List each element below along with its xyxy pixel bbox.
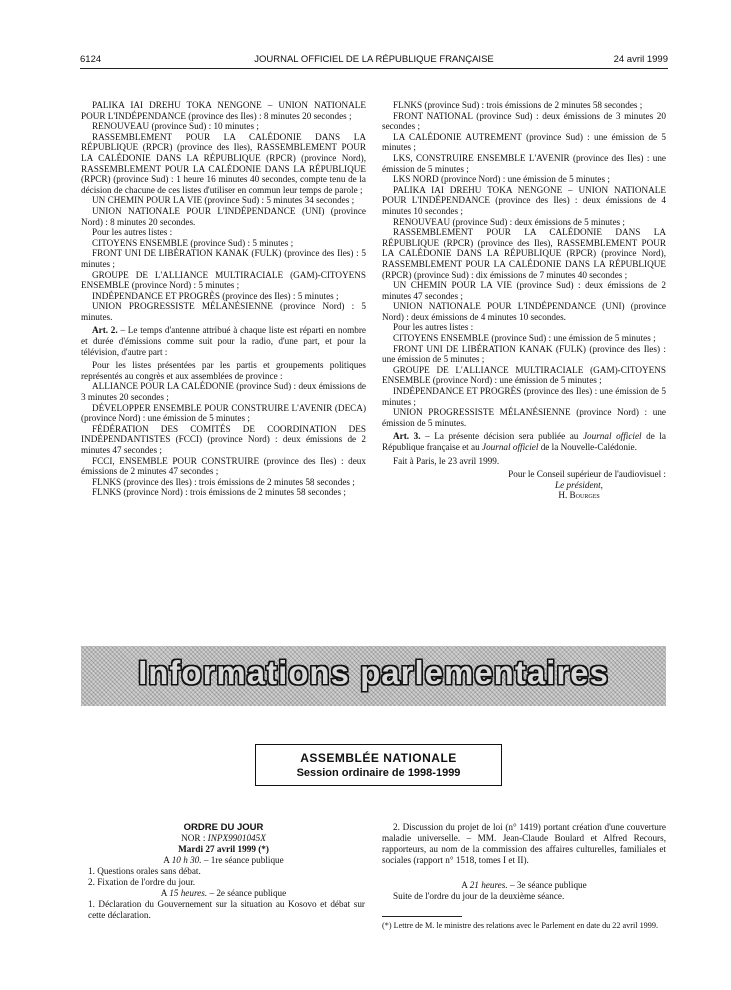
paragraph: FRONT UNI DE LIBÉRATION KANAK (FULK) (province des Iles) : 5 minutes ;	[81, 248, 366, 269]
agenda-left	[82, 822, 365, 921]
paragraph: Pour les autres listes :	[393, 322, 474, 333]
signatory-role: Le président,	[555, 479, 603, 490]
article-3-label: Art. 3.	[393, 431, 421, 442]
paragraph: RENOUVEAU (province Sud) : deux émissions de 5 minutes ;	[393, 216, 625, 227]
paragraph: PALIKA IAI DREHU TOKA NENGONE – UNION NATIONALE POUR L'INDÉPENDANCE (province des Iles) : 8 minutes 20 secondes ;	[81, 100, 366, 121]
agenda-item: Suite de l'ordre du jour de la deuxième séance.	[393, 891, 565, 901]
agenda-item: 1. Déclaration du Gouvernement sur la situation au Kosovo et débat sur cette déclaration.	[88, 899, 365, 920]
article-2-label: Art. 2.	[92, 325, 118, 336]
banner-title: Informations parlementaires	[138, 654, 609, 691]
journal-title: JOURNAL OFFICIEL DE LA RÉPUBLIQUE FRANÇAISE	[254, 54, 494, 65]
footnote: (*) Lettre de M. le ministre des relations avec le Parlement en date du 22 avril 1999.	[382, 921, 659, 930]
paragraph: UNION PROGRESSISTE MÉLANÉSIENNE (province Nord) : 5 minutes.	[81, 301, 366, 322]
paragraph: UNION NATIONALE POUR L'INDÉPENDANCE (UNI) (province Nord) : 8 minutes 20 secondes.	[81, 205, 366, 227]
agenda-date: Mardi 27 avril 1999 (*)	[178, 844, 269, 854]
paragraph: UNION NATIONALE POUR L'INDÉPENDANCE (UNI) (province Nord) : deux émissions de 4 minutes 10 secondes.	[382, 301, 666, 322]
session-1-heading: A 10 h 30. – 1re séance publique	[163, 855, 284, 865]
paragraph: CITOYENS ENSEMBLE (province Sud) : 5 minutes ;	[92, 237, 294, 248]
session-3-heading: A 21 heures. – 3e séance publique	[461, 880, 587, 890]
paragraph: GROUPE DE L'ALLIANCE MULTIRACIALE (GAM)-CITOYENS ENSEMBLE (province Nord) : 5 minutes ;	[81, 269, 366, 291]
paragraph: RENOUVEAU (province Sud) : 10 minutes ;	[92, 121, 259, 132]
paragraph: FLNKS (province Sud) : trois émissions de 2 minutes 58 secondes ;	[393, 100, 643, 110]
signatory-council: Pour le Conseil supérieur de l'audiovisuel :	[508, 469, 666, 480]
right-column	[382, 100, 666, 501]
section-banner	[81, 646, 666, 706]
agenda-item: 2. Discussion du projet de loi (n° 1419) portant création d'une couverture maladie universelle. – MM. Jean-Claude Boulard et Alfred Recours, rapporteurs, au nom de la commission des affaires culturelles, familiales et sociales (rapport n° 1518, tomes I et II).	[382, 822, 666, 865]
paragraph: FLNKS (province des Iles) : trois émissions de 2 minutes 58 secondes ;	[92, 476, 355, 487]
paragraph: FLNKS (province Nord) : trois émissions de 2 minutes 58 secondes ;	[92, 487, 346, 498]
session-2-heading: A 15 heures. – 2e séance publique	[160, 888, 287, 898]
paragraph: ALLIANCE POUR LA CALÉDONIE (province Sud) : deux émissions de 3 minutes 20 secondes ;	[81, 381, 366, 403]
agenda-item: 1. Questions orales sans débat.	[88, 866, 201, 876]
paragraph: DÉVELOPPER ENSEMBLE POUR CONSTRUIRE L'AVENIR (DECA) (province Nord) : une émission de 5 minutes ;	[81, 402, 366, 424]
paragraph: LA CALÉDONIE AUTREMENT (province Sud) : une émission de 5 minutes ;	[382, 131, 666, 153]
header-rule	[80, 68, 668, 69]
page-number: 6124	[80, 54, 102, 65]
article-2-text: – Le temps d'antenne attribué à chaque liste est réparti en nombre et durée d'émissions comme suit pour la radio, d'une part, et pour la télévision, d'autre part :	[81, 325, 366, 357]
article-2	[81, 325, 366, 357]
paragraph: Pour les autres listes :	[92, 227, 173, 238]
assembly-title: ASSEMBLÉE NATIONALE	[300, 751, 457, 765]
issue-date: 24 avril 1999	[613, 54, 668, 65]
paragraph: PALIKA IAI DREHU TOKA NENGONE – UNION NATIONALE POUR L'INDÉPENDANCE (province des Iles) : deux émissions de 4 minutes 10 secondes ;	[382, 184, 666, 216]
place-date: Fait à Paris, le 23 avril 1999.	[393, 455, 500, 466]
agenda-item: 2. Fixation de l'ordre du jour.	[88, 877, 196, 887]
paragraph: LKS NORD (province Nord) : une émission de 5 minutes ;	[393, 174, 610, 185]
paragraph: CITOYENS ENSEMBLE (province Sud) : une émission de 5 minutes ;	[393, 333, 656, 344]
paragraph: GROUPE DE L'ALLIANCE MULTIRACIALE (GAM)-CITOYENS ENSEMBLE (province Nord) : une émission de 5 minutes ;	[382, 364, 666, 386]
agenda-right	[382, 822, 666, 931]
paragraph: Pour les listes présentées par les partis et groupements politiques représentés au congrès et aux assemblées de province :	[81, 360, 366, 381]
paragraph: UN CHEMIN POUR LA VIE (province Sud) : 5 minutes 34 secondes ;	[92, 195, 355, 206]
paragraph: INDÉPENDANCE ET PROGRÈS (province des Iles) : 5 minutes ;	[92, 290, 339, 301]
paragraph: RASSEMBLEMENT POUR LA CALÉDONIE DANS LA RÉPUBLIQUE (RPCR) (province des Iles), RASSEMBLEMENT POUR LA CALÉDONIE DANS LA RÉPUBLIQUE (RPCR) (province Nord), RASSEMBLEMENT POUR LA CALÉDONIE DANS LA RÉPUBLIQUE (RPCR) (province Sud) : dix émissions de 7 minutes 40 secondes ;	[382, 227, 666, 280]
paragraph: INDÉPENDANCE ET PROGRÈS (province des Iles) : une émission de 5 minutes ;	[382, 386, 666, 407]
signatory-name: H. Bourges	[558, 490, 600, 501]
paragraph: FRONT NATIONAL (province Sud) : deux émissions de 3 minutes 20 secondes ;	[382, 110, 666, 132]
nor-reference: NOR : INPX9901045X	[181, 833, 266, 843]
paragraph: FÉDÉRATION DES COMITÉS DE COORDINATION DES INDÉPENDANTISTES (FCCI) (province Nord) : deux émissions de 2 minutes 47 secondes ;	[81, 423, 366, 455]
paragraph: FCCI, ENSEMBLE POUR CONSTRUIRE (province des Iles) : deux émissions de 2 minutes 47 secondes ;	[81, 455, 366, 477]
paragraph: UNION PROGRESSISTE MÉLANÉSIENNE (province Nord) : une émission de 5 minutes.	[382, 407, 666, 428]
paragraph: LKS, CONSTRUIRE ENSEMBLE L'AVENIR (province des Iles) : une émission de 5 minutes ;	[382, 152, 666, 174]
footnote-rule	[382, 916, 462, 917]
article-3: Art. 3. – La présente décision sera publiée au Journal officiel de la République française et au Journal officiel de la Nouvelle-Calédonie.	[382, 431, 666, 452]
left-column	[81, 100, 366, 498]
assembly-box	[255, 744, 502, 786]
paragraph: FRONT UNI DE LIBÉRATION KANAK (FULK) (province des Iles) : une émission de 5 minutes ;	[382, 343, 666, 365]
paragraph: UN CHEMIN POUR LA VIE (province Sud) : deux émissions de 2 minutes 47 secondes ;	[382, 280, 666, 301]
agenda-title: ORDRE DU JOUR	[183, 822, 264, 833]
paragraph: RASSEMBLEMENT POUR LA CALÉDONIE DANS LA RÉPUBLIQUE (RPCR) (province des Iles), RASSEMBLEMENT POUR LA CALÉDONIE DANS LA RÉPUBLIQUE (RPCR) (province Nord), RASSEMBLEMENT POUR LA CALÉDONIE DANS LA RÉPUBLIQUE (RPCR) (province Sud) : 1 heure 16 minutes 40 secondes, compte tenu de la décision de chacune de ces listes d'utiliser en commun leur temps de parole ;	[81, 131, 366, 195]
session-title: Session ordinaire de 1998-1999	[296, 767, 461, 779]
